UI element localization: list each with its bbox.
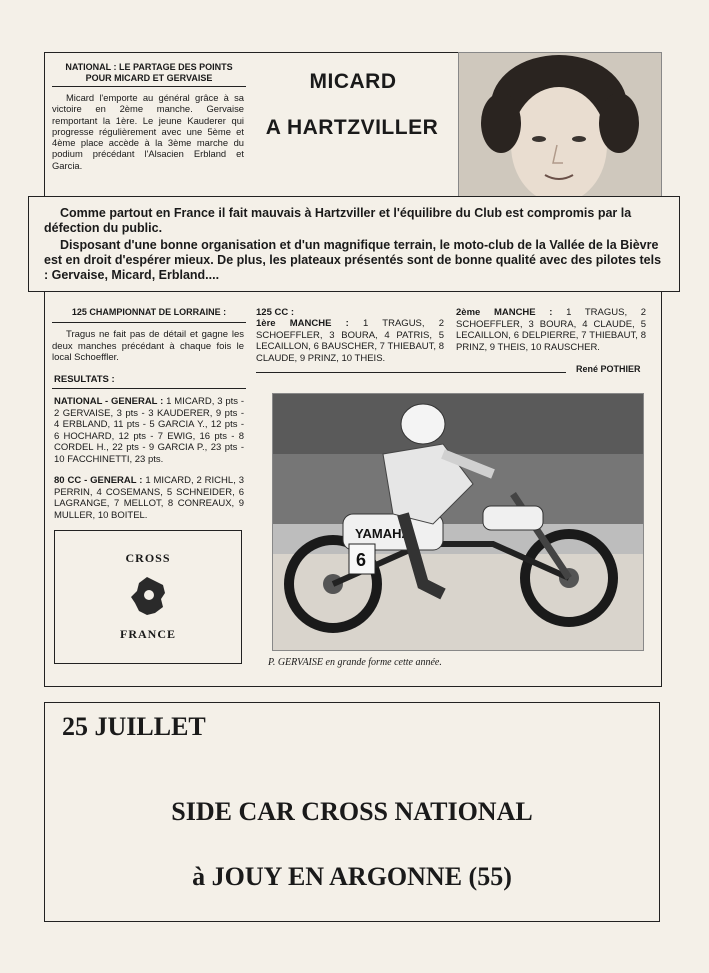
results-national-label: NATIONAL - GENERAL : <box>54 396 164 407</box>
intro-para-1: Comme partout en France il fait mauvais à Hartzviller et l'équilibre du Club est compromis par la défection du public. <box>44 206 632 235</box>
author-rule <box>256 372 566 373</box>
lorraine-rule <box>52 322 246 323</box>
sidebar-heading-2: POUR MICARD ET GERVAISE <box>85 73 213 83</box>
cc125-manche1-label: 1ère MANCHE : <box>256 318 349 329</box>
lorraine-body: Tragus ne fait pas de détail et gagne les deux manches précédant à chaque fois le local Schoeffler. <box>52 329 244 363</box>
photo-caption-rest: en grande forme cette année. <box>323 657 442 668</box>
page-title-line2: A HARTZVILLER <box>265 116 439 139</box>
event-place: à JOUY EN ARGONNE (55) <box>192 862 512 891</box>
cc125-manche1 <box>256 318 444 364</box>
photo-caption-name: P. GERVAISE <box>268 657 323 668</box>
event-title: SIDE CAR CROSS NATIONAL <box>171 797 533 826</box>
results-rule <box>52 388 246 389</box>
page-title-line1: MICARD <box>309 70 397 93</box>
cross-france-logo <box>54 530 242 664</box>
results-80cc-text: 1 MICARD, 2 RICHL, 3 PERRIN, 4 COSEMANS, 5 SCHNEIDER, 6 LAGRANGE, 7 MELLOT, 8 CONREAUX, 9 MULLER, 10 BOITEL. <box>54 475 244 521</box>
results-national <box>54 396 244 465</box>
author-name: René POTHIER <box>576 364 641 374</box>
portrait-illustration <box>459 53 662 198</box>
bike-brand-label: YAMAHA <box>355 526 411 541</box>
event-date: 25 JUILLET <box>62 712 206 741</box>
sidebar-heading-rule <box>52 86 246 87</box>
cc125-manche2-text: 1 TRAGUS, 2 SCHOEFFLER, 3 BOURA, 4 CLAUDE, 5 LECAILLON, 6 DELPIERRE, 7 THIEBAUT, 8 PRINZ, 9 THEIS, 10 RAUSCHER. <box>456 307 647 353</box>
cc125-heading: 125 CC : <box>256 307 295 318</box>
intro-para-2: Disposant d'une bonne organisation et d'un magnifique terrain, le moto-club de la Vallée de la Bièvre est en droit d'espérer mieux. De plus, les plateaux présentés sont de bonne qualité avec des pilotes tels : Gervaise, Micard, Erbland.... <box>44 238 662 282</box>
lorraine-heading: 125 CHAMPIONNAT DE LORRAINE : <box>71 307 227 317</box>
motocross-photo <box>272 393 644 651</box>
logo-text-top: CROSS <box>125 551 171 565</box>
cc125-manche1-text: 1 TRAGUS, 2 SCHOEFFLER, 3 BOURA, 4 PATRIS, 5 LECAILLON, 6 BAUSCHER, 7 THIEBAUT, 8 CLAUDE, 9 PRINZ, 10 THEIS. <box>256 318 445 364</box>
bike-number: 6 <box>356 550 367 570</box>
portrait-photo <box>458 52 662 198</box>
cc125-manche2 <box>456 307 646 353</box>
sidebar-body: Micard l'emporte au général grâce à sa victoire en 2ème manche. Gervaise remportant la 1ère. Le jeune Kauderer qui progresse régulièrement avec une 5ème et 4ème place accède à la 3ème marche du podium précédant l'Alsacien Erbland et Garcia. <box>52 92 244 171</box>
results-80cc-label: 80 CC - GENERAL : <box>54 475 143 486</box>
photo-caption <box>268 657 442 668</box>
sidebar-heading-1: NATIONAL : LE PARTAGE DES POINTS <box>65 62 233 72</box>
results-80cc <box>54 475 244 521</box>
france-map-icon <box>129 575 169 617</box>
cc125-manche2-label: 2ème MANCHE : <box>456 307 553 318</box>
results-national-text: 1 MICARD, 3 pts - 2 GERVAISE, 3 pts - 3 KAUDERER, 9 pts - 4 ERBLAND, 11 pts - 5 GARCIA Y., 12 pts - 6 HOCHARD, 12 pts - 7 EWIG, 16 pts - 8 CORDEL H., 22 pts - 9 GARCIA P., 23 pts - 10 FACCHINETTI, 23 pts. <box>54 396 245 465</box>
results-heading: RESULTATS : <box>54 374 115 385</box>
logo-text-bottom: FRANCE <box>120 627 176 641</box>
motocross-illustration <box>273 394 644 651</box>
